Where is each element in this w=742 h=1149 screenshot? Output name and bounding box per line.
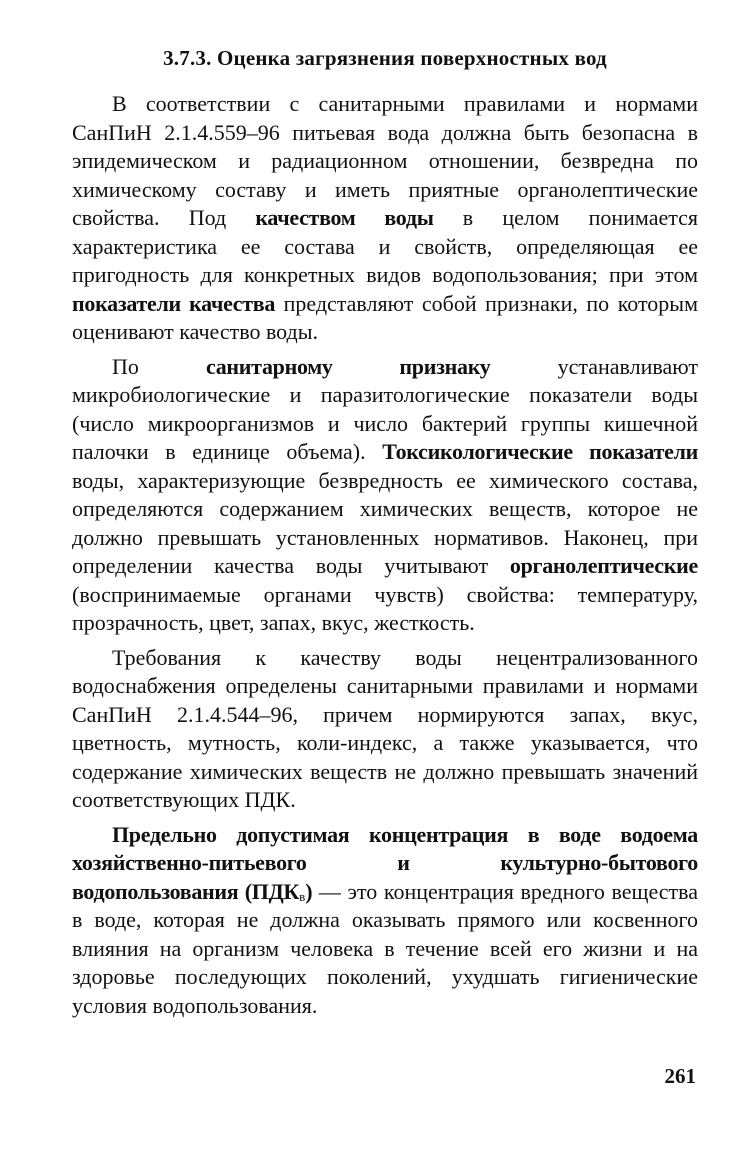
- paragraph-text: Требования к качеству воды нецентрализованного водоснабжения определены санитарными правилами и нормами СанПиН 2.1.4.544–96, причем нормируются запах, вкус, цветность, мутность, коли-индекс, а также указывается, что содержание химических веществ не должно превышать значений соответствующих ПДК.: [72, 644, 698, 812]
- paragraph: [72, 90, 698, 347]
- paragraph-text: представляют собой признаки, по которым оценивают качество воды.: [72, 290, 698, 344]
- subscript-text: в: [299, 888, 306, 904]
- paragraph-text: устанавливают микробиологические и паразитологические показатели воды (число микроорганизмов и число бактерий группы кишечной палочки в единице объема).: [72, 353, 698, 464]
- emphasized-term: ): [305, 878, 313, 904]
- paragraph-text: По: [112, 353, 206, 379]
- paragraph: [72, 821, 698, 1021]
- paragraph: [72, 644, 698, 815]
- paragraph: [72, 353, 698, 638]
- paragraph-text: (воспринимаемые органами чувств) свойства: температуру, прозрачность, цвет, запах, вкус, жесткость.: [72, 581, 698, 635]
- page-content: [72, 40, 698, 1026]
- page-number: 261: [664, 1064, 696, 1088]
- body-text: [72, 90, 698, 1020]
- section-heading: 3.7.3. Оценка загрязнения поверхностных вод: [163, 46, 607, 70]
- paragraph-text: воды, характеризующие безвредность ее химического состава, определяются содержанием химических веществ, которое не должно превышать установленных нормативов. Наконец, при определении качества воды учитывают: [72, 467, 698, 578]
- emphasized-term: санитарному признаку: [205, 353, 491, 379]
- paragraph-text: — это концентрация вредного вещества в воде, которая не должна оказывать прямого или косвенного влияния на организм человека в течение всей его жизни и на здоровье последующих поколений, ухудшать гигиенические условия водопользования.: [72, 878, 698, 1018]
- emphasized-term: Токсикологические показатели: [382, 439, 698, 464]
- emphasized-term: показатели качества: [72, 290, 276, 316]
- emphasized-term: Предельно допустимая концентрация в воде водоема хозяйственно-питьевого и культурно-бытового водопользования (ПДК: [72, 821, 698, 904]
- emphasized-term: органолептические: [509, 553, 698, 578]
- paragraph-text: в целом понимается характеристика ее состава и свойств, определяющая ее пригодность для конкретных видов водопользования; при этом: [72, 205, 698, 287]
- emphasized-term: качеством воды: [255, 205, 434, 230]
- paragraph-text: В соответствии с санитарными правилами и нормами СанПиН 2.1.4.559–96 питьевая вода должна быть безопасна в эпидемическом и радиационном отношении, безвредна по химическому составу и иметь приятные органолептические свойства. Под: [72, 91, 698, 230]
